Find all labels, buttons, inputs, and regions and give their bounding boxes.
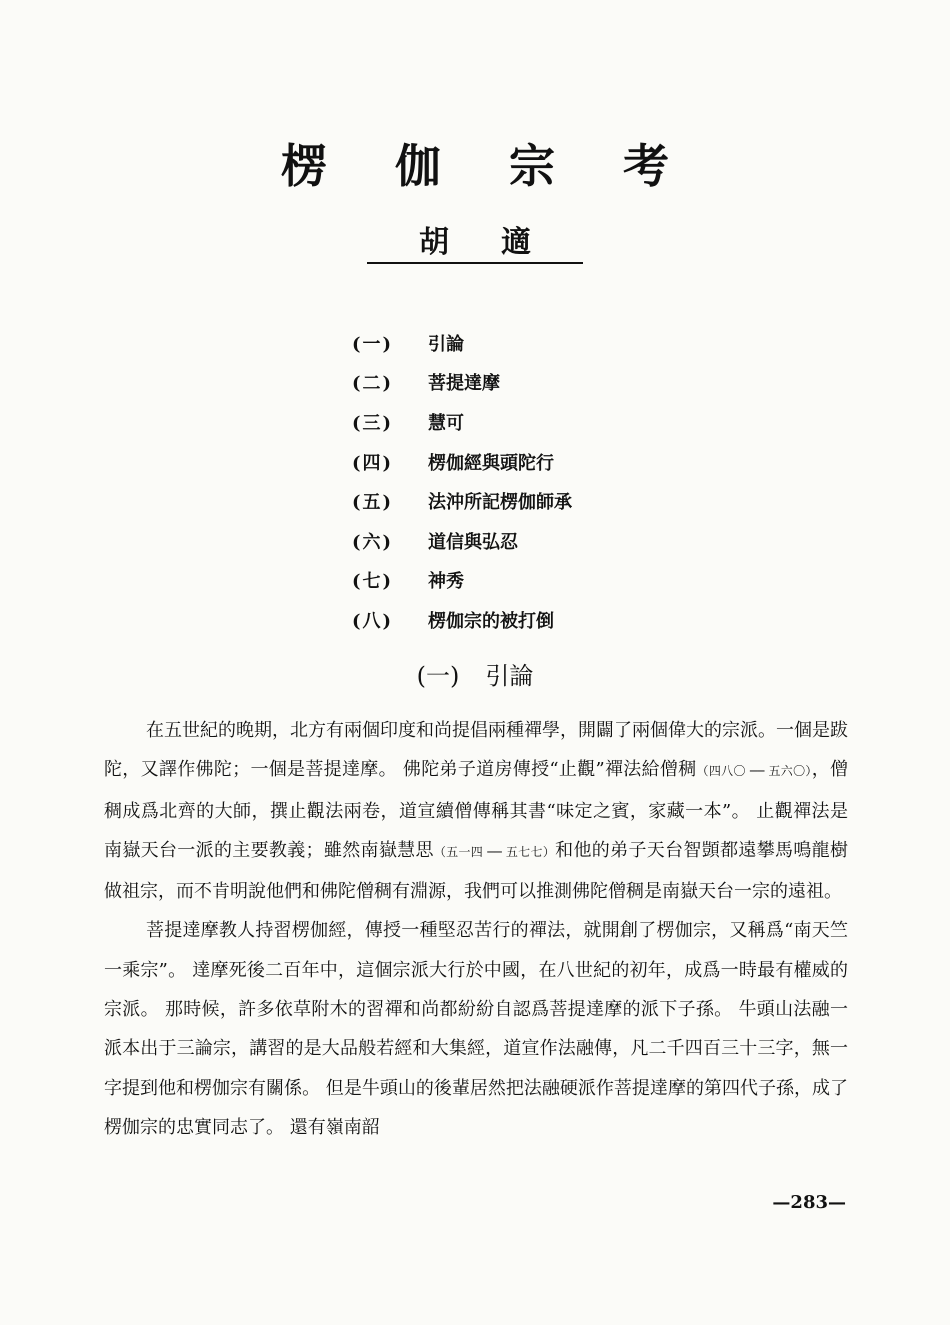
toc-label: 引論 xyxy=(428,333,464,355)
toc-item[interactable] xyxy=(352,561,572,601)
table-of-contents xyxy=(352,323,572,640)
toc-item[interactable] xyxy=(352,442,572,482)
toc-number: (一) xyxy=(352,333,394,355)
toc-number: (四) xyxy=(352,452,394,474)
toc-label: 楞伽宗的被打倒 xyxy=(428,610,554,632)
text-run: 和他的弟子天台智顗都遠攀馬鳴龍樹做祖宗，而不肯明說他們和佛陀僧稠有淵源，我們可以推測佛陀僧稠是南嶽天台一宗的遠祖。 xyxy=(104,839,849,903)
text-run: ，僧稠成爲北齊的大師，撰止觀法兩卷，道宣續僧傳稱其書“味定之賓，家藏一本”。 止觀禪法是南嶽天台一派的主要教義；雖然南嶽慧思 xyxy=(104,759,849,861)
page-title: 楞伽宗考 xyxy=(281,139,737,193)
section-number: (一) xyxy=(416,662,460,690)
text-run: 菩提達摩教人持習楞伽經，傳授一種堅忍苦行的禪法，就開創了楞伽宗，又稱爲“南天竺一乘宗”。 達摩死後二百年中，這個宗派大行於中國，在八世紀的初年，成爲一時最有權威的宗派。 那時候，許多依草附木的習禪和尚都紛紛自認爲菩提達摩的派下子孫。 牛頭山法融一派本出于三論宗，講習的是大品般若經和大集經，道宣作法融傳，凡二千四百三十三字，無一字提到他和楞伽宗有關係。 但是牛頭山的後輩居然把法融硬派作菩提達摩的第四代子孫，成了楞伽宗的忠實同志了。 還有嶺南韶 xyxy=(104,920,848,1138)
toc-item[interactable] xyxy=(352,363,572,403)
toc-number: (五) xyxy=(352,492,394,514)
author-label: 胡適 xyxy=(367,224,583,264)
toc-label: 楞伽經與頭陀行 xyxy=(428,452,554,474)
date-range-note: （四八〇 ── 五六〇） xyxy=(696,764,812,779)
toc-label: 法沖所記楞伽師承 xyxy=(428,492,572,514)
text-run: 在五世紀的晚期，北方有兩個印度和尚提倡兩種禪學，開闢了兩個偉大的宗派。一個是跋陀，又譯作佛陀；一個是菩提達摩。 佛陀弟子道房傳授“止觀”禪法給僧稠 xyxy=(104,720,848,781)
toc-item[interactable] xyxy=(352,481,572,521)
toc-item[interactable] xyxy=(352,600,572,640)
toc-number: (八) xyxy=(352,610,394,632)
author-name xyxy=(0,224,950,264)
toc-number: (六) xyxy=(352,531,394,553)
section-title: 引論 xyxy=(485,662,534,690)
paragraph xyxy=(104,911,848,1147)
toc-item[interactable] xyxy=(352,323,572,363)
toc-label: 菩提達摩 xyxy=(428,373,500,395)
toc-item[interactable] xyxy=(352,521,572,561)
date-range-note: （五一四 ── 五七七） xyxy=(433,844,556,859)
page-number: —283— xyxy=(772,1192,846,1213)
body-text xyxy=(104,711,848,1147)
toc-number: (三) xyxy=(352,412,394,434)
toc-label: 慧可 xyxy=(428,412,464,434)
toc-label: 神秀 xyxy=(428,571,464,593)
section-heading xyxy=(0,656,950,691)
toc-number: (二) xyxy=(352,373,394,395)
toc-item[interactable] xyxy=(352,402,572,442)
paragraph xyxy=(104,711,848,911)
toc-number: (七) xyxy=(352,571,394,593)
toc-label: 道信與弘忍 xyxy=(428,531,518,553)
